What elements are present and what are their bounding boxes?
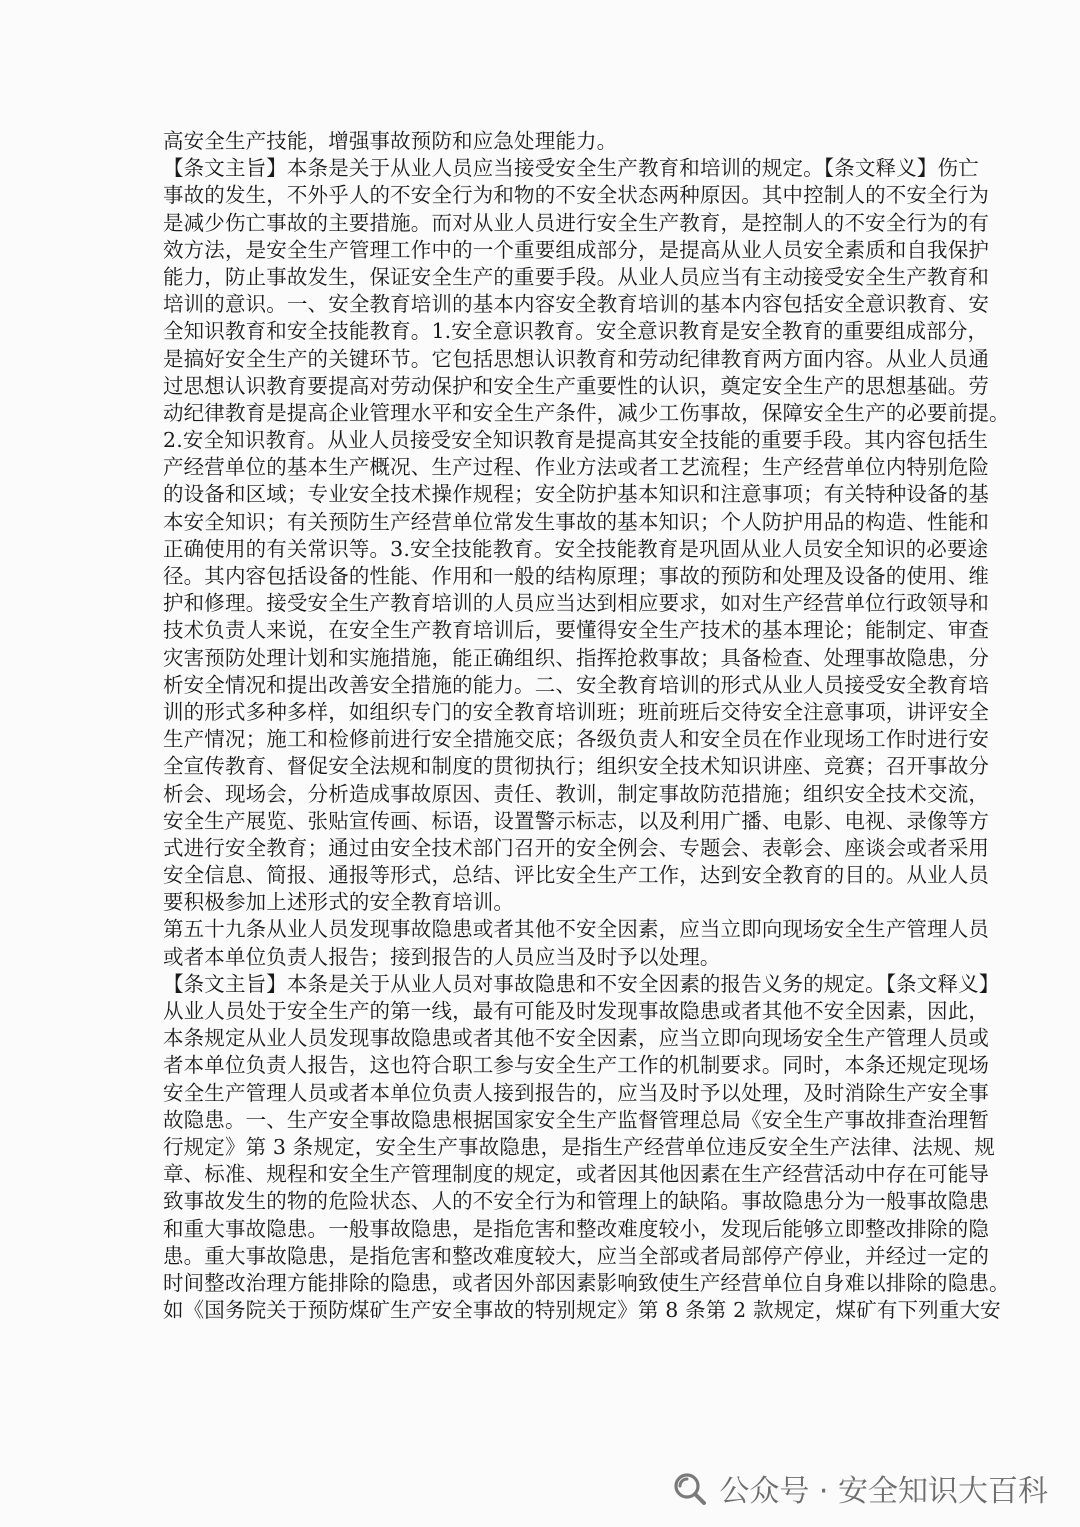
text-line: 行规定》第 3 条规定，安全生产事故隐患，是指生产经营单位违反安全生产法律、法规、规 [163, 1134, 995, 1159]
text-line: 本条规定从业人员发现事故隐患或者其他不安全因素，应当立即向现场安全生产管理人员或 [163, 1026, 989, 1051]
text-line: 正确使用的有关常识等。3.安全技能教育。安全技能教育是巩固从业人员安全知识的必要途 [163, 536, 989, 561]
text-line: 章、标准、规程和安全生产管理制度的规定，或者因其他因素在生产经营活动中存在可能导 [163, 1162, 989, 1187]
text-line: 生产情况；施工和检修前进行安全措施交底；各级负责人和安全员在作业现场工作时进行安 [163, 727, 989, 752]
text-line: 【条文主旨】本条是关于从业人员应当接受安全生产教育和培训的规定。【条文释义】伤亡 [163, 156, 979, 181]
text-line: 要积极参加上述形式的安全教育培训。 [163, 890, 515, 915]
text-line: 【条文主旨】本条是关于从业人员对事故隐患和不安全因素的报告义务的规定。【条文释义】 [163, 971, 1000, 996]
watermark-text: 公众号 · 安全知识大百科 [719, 1474, 1048, 1509]
text-line: 和重大事故隐患。一般事故隐患，是指危害和整改难度较小，发现后能够立即整改排除的隐 [163, 1216, 989, 1241]
text-line: 第五十九条从业人员发现事故隐患或者其他不安全因素，应当立即向现场安全生产管理人员 [163, 917, 989, 942]
text-line: 全宣传教育、督促安全法规和制度的贯彻执行；组织安全技术知识讲座、竞赛；召开事故分 [163, 754, 989, 779]
text-line: 灾害预防处理计划和实施措施，能正确组织、指挥抢救事故；具备检查、处理事故隐患，分 [163, 645, 989, 670]
text-line: 训的形式多种多样，如组织专门的安全教育培训班；班前班后交待安全注意事项，讲评安全 [163, 699, 989, 724]
text-line: 析安全情况和提出改善安全措施的能力。二、安全教育培训的形式从业人员接受安全教育培 [163, 672, 989, 697]
text-line: 或者本单位负责人报告；接到报告的人员应当及时予以处理。 [163, 944, 721, 969]
text-line: 培训的意识。一、安全教育培训的基本内容安全教育培训的基本内容包括安全意识教育、安 [163, 292, 989, 317]
text-line: 动纪律教育是提高企业管理水平和安全生产条件，减少工伤事故，保障安全生产的必要前提。 [163, 400, 1010, 425]
text-line: 产经营单位的基本生产概况、生产过程、作业方法或者工艺流程；生产经营单位内特别危险 [163, 455, 989, 480]
text-line: 高安全生产技能，增强事故预防和应急处理能力。 [163, 129, 618, 153]
text-line: 从业人员处于安全生产的第一线，最有可能及时发现事故隐患或者其他不安全因素，因此， [163, 999, 989, 1023]
text-line: 时间整改治理方能排除的隐患，或者因外部因素影响致使生产经营单位自身难以排除的隐患。 [163, 1270, 1010, 1295]
text-line: 2.安全知识教育。从业人员接受安全知识教育是提高其安全技能的重要手段。其内容包括生 [163, 428, 989, 453]
text-line: 安全生产展览、张贴宣传画、标语，设置警示标志，以及利用广播、电影、电视、录像等方 [163, 808, 989, 833]
text-line: 能力，防止事故发生，保证安全生产的重要手段。从业人员应当有主动接受安全生产教育和 [163, 264, 989, 289]
text-line: 安全信息、简报、通报等形式，总结、评比安全生产工作，达到安全教育的目的。从业人员 [163, 863, 989, 888]
text-line: 如《国务院关于预防煤矿生产安全事故的特别规定》第 8 条第 2 款规定，煤矿有下列重大安 [163, 1298, 1001, 1323]
text-line: 径。其内容包括设备的性能、作用和一般的结构原理；事故的预防和处理及设备的使用、维 [163, 564, 989, 588]
text-line: 的设备和区域；专业安全技术操作规程；安全防护基本知识和注意事项；有关特种设备的基 [163, 482, 989, 507]
text-line: 效方法，是安全生产管理工作中的一个重要组成部分，是提高从业人员安全素质和自我保护 [163, 237, 989, 262]
text-line: 过思想认识教育要提高对劳动保护和安全生产重要性的认识，奠定安全生产的思想基础。劳 [163, 373, 989, 398]
text-line: 本安全知识；有关预防生产经营单位常发生事故的基本知识；个人防护用品的构造、性能和 [163, 509, 989, 534]
text-line: 事故的发生，不外乎人的不安全行为和物的不安全状态两种原因。其中控制人的不安全行为 [163, 183, 989, 208]
wechat-search-icon [669, 1468, 709, 1508]
text-line: 是减少伤亡事故的主要措施。而对从业人员进行安全生产教育，是控制人的不安全行为的有 [163, 210, 989, 235]
text-line: 故隐患。一、生产安全事故隐患根据国家安全生产监督管理总局《安全生产事故排查治理暂 [163, 1107, 989, 1132]
text-line: 护和修理。接受安全生产教育培训的人员应当达到相应要求，如对生产经营单位行政领导和 [163, 591, 989, 616]
text-line: 析会、现场会，分析造成事故原因、责任、教训，制定事故防范措施；组织安全技术交流， [163, 781, 989, 806]
text-line: 全知识教育和安全技能教育。1.安全意识教育。安全意识教育是安全教育的重要组成部分， [163, 319, 989, 344]
document-body [163, 128, 1010, 1324]
text-line: 是搞好安全生产的关键环节。它包括思想认识教育和劳动纪律教育两方面内容。从业人员通 [163, 346, 989, 371]
text-line: 患。重大事故隐患，是指危害和整改难度较大，应当全部或者局部停产停业，并经过一定的 [163, 1243, 989, 1268]
text-line: 致事故发生的物的危险状态、人的不安全行为和管理上的缺陷。事故隐患分为一般事故隐患 [163, 1189, 989, 1214]
text-line: 技术负责人来说，在安全生产教育培训后，要懂得安全生产技术的基本理论；能制定、审查 [163, 618, 989, 643]
text-line: 式进行安全教育；通过由安全技术部门召开的安全例会、专题会、表彰会、座谈会或者采用 [163, 835, 989, 860]
watermark [669, 1466, 1048, 1510]
text-line: 者本单位负责人报告，这也符合职工参与安全生产工作的机制要求。同时，本条还规定现场 [163, 1053, 989, 1078]
text-line: 安全生产管理人员或者本单位负责人接到报告的，应当及时予以处理，及时消除生产安全事 [163, 1080, 989, 1105]
